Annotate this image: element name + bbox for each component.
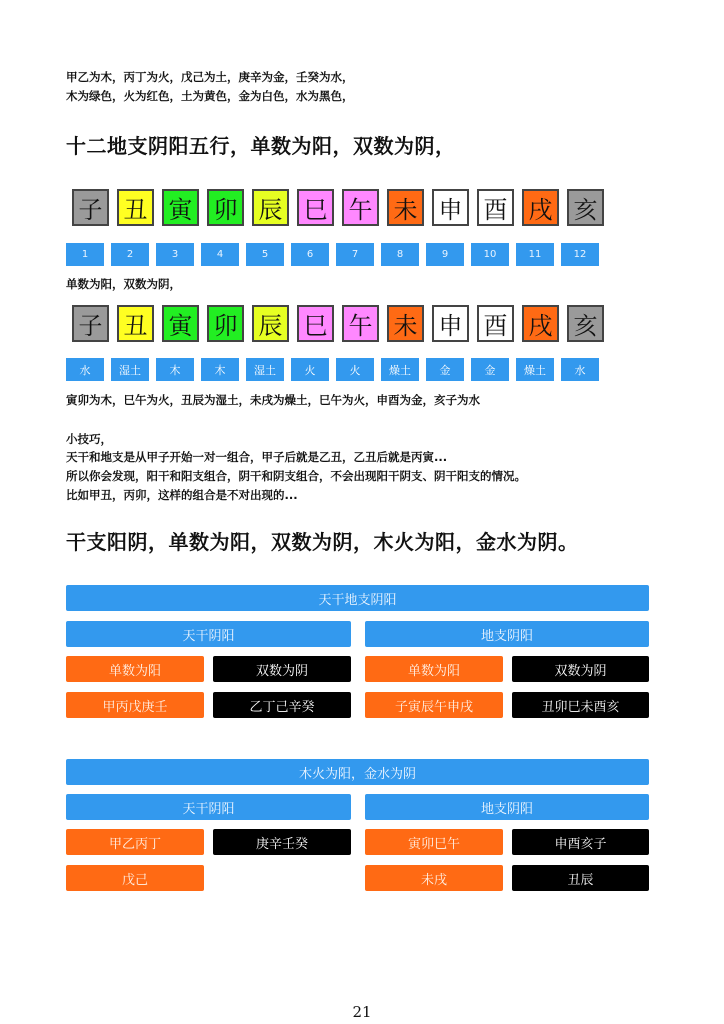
caption-yinyang: 单数为阳，双数为阴， bbox=[66, 277, 181, 291]
table2-cell: 庚辛壬癸 bbox=[213, 829, 351, 855]
branch-cell: 子 bbox=[72, 305, 109, 342]
branch-cell: 亥 bbox=[567, 189, 604, 226]
branch-cell: 酉 bbox=[477, 305, 514, 342]
branch-cell: 子 bbox=[72, 189, 109, 226]
branch-number: 2 bbox=[111, 243, 149, 266]
branch-row-2 bbox=[72, 305, 604, 342]
element-tag: 水 bbox=[561, 358, 599, 381]
table1-cell: 双数为阴 bbox=[512, 656, 649, 682]
branch-cell: 卯 bbox=[207, 305, 244, 342]
heading-branches: 十二地支阴阳五行，单数为阳，双数为阴， bbox=[66, 134, 456, 158]
table1-left-header: 天干阴阳 bbox=[66, 621, 351, 647]
branch-cell: 巳 bbox=[297, 305, 334, 342]
table1-cell: 丑卯巳未酉亥 bbox=[512, 692, 649, 718]
branch-cell: 午 bbox=[342, 189, 379, 226]
branch-number: 6 bbox=[291, 243, 329, 266]
branch-number: 9 bbox=[426, 243, 464, 266]
branch-cell: 酉 bbox=[477, 189, 514, 226]
heading-ganzhi: 干支阳阴，单数为阳，双数为阴，木火为阳，金水为阴。 bbox=[66, 530, 579, 554]
branch-cell: 寅 bbox=[162, 189, 199, 226]
tip-line-1: 天干和地支是从甲子开始一对一组合，甲子后就是乙丑，乙丑后就是丙寅... bbox=[66, 450, 448, 464]
branch-cell: 未 bbox=[387, 305, 424, 342]
table1-title: 天干地支阴阳 bbox=[66, 585, 649, 611]
number-row bbox=[66, 243, 599, 266]
branch-cell: 辰 bbox=[252, 189, 289, 226]
table1-cell: 甲丙戊庚壬 bbox=[66, 692, 204, 718]
branch-cell: 戌 bbox=[522, 189, 559, 226]
element-tag: 湿土 bbox=[246, 358, 284, 381]
element-tag: 燥土 bbox=[381, 358, 419, 381]
branch-number: 7 bbox=[336, 243, 374, 266]
branch-number: 12 bbox=[561, 243, 599, 266]
branch-cell: 丑 bbox=[117, 305, 154, 342]
branch-cell: 辰 bbox=[252, 305, 289, 342]
table1-cell: 乙丁己辛癸 bbox=[213, 692, 351, 718]
table2-cell: 申酉亥子 bbox=[512, 829, 649, 855]
tip-line-2: 所以你会发现，阳干和阳支组合，阴干和阴支组合，不会出现阳干阴支、阴干阳支的情况。 bbox=[66, 469, 526, 483]
branch-cell: 亥 bbox=[567, 305, 604, 342]
branch-number: 4 bbox=[201, 243, 239, 266]
table2-cell: 甲乙丙丁 bbox=[66, 829, 204, 855]
element-tag: 金 bbox=[426, 358, 464, 381]
branch-number: 8 bbox=[381, 243, 419, 266]
branch-cell: 卯 bbox=[207, 189, 244, 226]
branch-cell: 未 bbox=[387, 189, 424, 226]
table2-cell: 丑辰 bbox=[512, 865, 649, 891]
table2-left-header: 天干阴阳 bbox=[66, 794, 351, 820]
branch-number: 5 bbox=[246, 243, 284, 266]
branch-cell: 寅 bbox=[162, 305, 199, 342]
table2-cell: 戊己 bbox=[66, 865, 204, 891]
table1-cell: 双数为阴 bbox=[213, 656, 351, 682]
table1-cell: 单数为阳 bbox=[365, 656, 503, 682]
element-row bbox=[66, 358, 599, 381]
element-tag: 燥土 bbox=[516, 358, 554, 381]
page-number: 21 bbox=[352, 1003, 372, 1021]
branch-cell: 申 bbox=[432, 305, 469, 342]
intro-line-2: 木为绿色，火为红色，土为黄色，金为白色，水为黑色， bbox=[66, 89, 354, 103]
element-tag: 火 bbox=[336, 358, 374, 381]
branch-cell: 巳 bbox=[297, 189, 334, 226]
table2-right-header: 地支阴阳 bbox=[365, 794, 649, 820]
branch-number: 3 bbox=[156, 243, 194, 266]
table1-right-header: 地支阴阳 bbox=[365, 621, 649, 647]
intro-line-1: 甲乙为木，丙丁为火，戊己为土，庚辛为金，壬癸为水， bbox=[66, 70, 354, 84]
branch-cell: 午 bbox=[342, 305, 379, 342]
branch-cell: 戌 bbox=[522, 305, 559, 342]
table1-cell: 子寅辰午申戌 bbox=[365, 692, 503, 718]
element-tag: 木 bbox=[201, 358, 239, 381]
table1-cell: 单数为阳 bbox=[66, 656, 204, 682]
branch-number: 11 bbox=[516, 243, 554, 266]
branch-row-1 bbox=[72, 189, 604, 226]
element-tag: 湿土 bbox=[111, 358, 149, 381]
branch-number: 1 bbox=[66, 243, 104, 266]
table2-title: 木火为阳，金水为阴 bbox=[66, 759, 649, 785]
tip-title: 小技巧， bbox=[66, 432, 112, 446]
tip-line-3: 比如甲丑，丙卯，这样的组合是不对出现的... bbox=[66, 488, 298, 502]
element-note: 寅卯为木，巳午为火，丑辰为湿土，未戌为燥土，巳午为火，申酉为金，亥子为水 bbox=[66, 393, 480, 407]
element-tag: 木 bbox=[156, 358, 194, 381]
branch-number: 10 bbox=[471, 243, 509, 266]
table2-cell: 寅卯巳午 bbox=[365, 829, 503, 855]
element-tag: 水 bbox=[66, 358, 104, 381]
branch-cell: 申 bbox=[432, 189, 469, 226]
branch-cell: 丑 bbox=[117, 189, 154, 226]
table2-cell: 未戌 bbox=[365, 865, 503, 891]
element-tag: 火 bbox=[291, 358, 329, 381]
element-tag: 金 bbox=[471, 358, 509, 381]
